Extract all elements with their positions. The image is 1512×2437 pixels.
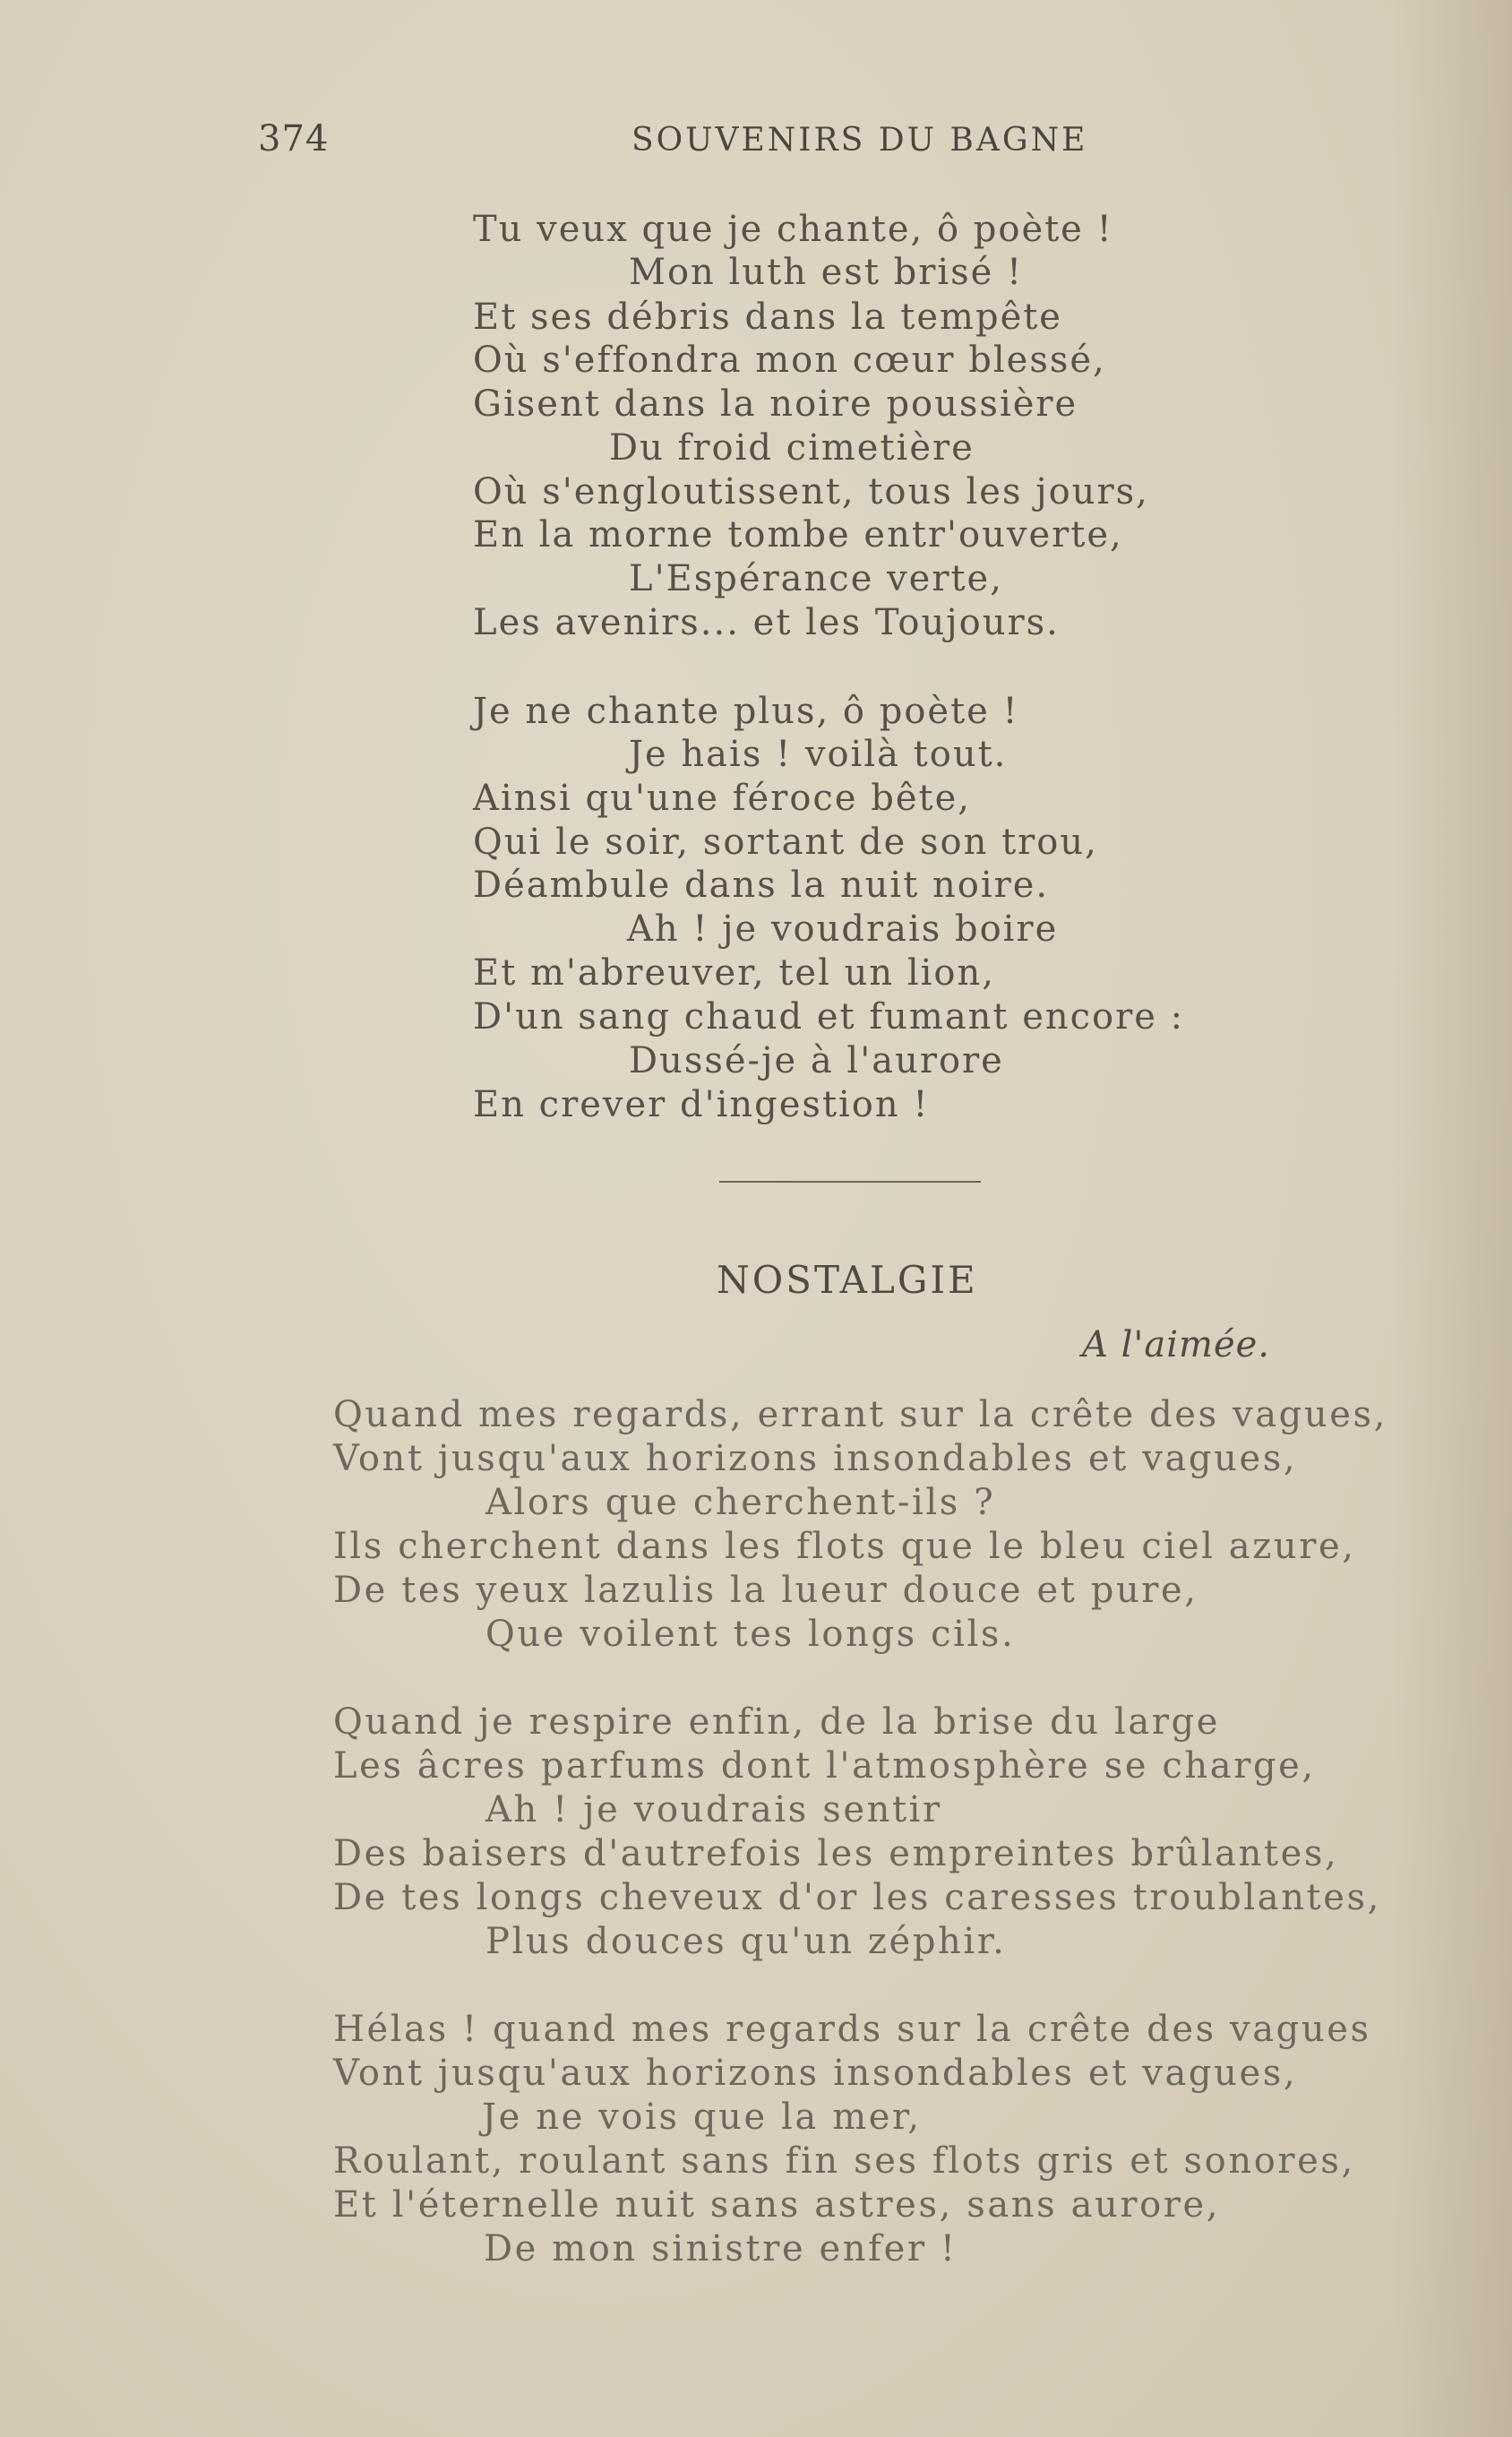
- verse-line: L'Espérance verte,: [629, 558, 1003, 599]
- verse-line: Où s'effondra mon cœur blessé,: [473, 340, 1106, 381]
- section-divider: [719, 1181, 981, 1183]
- verse-line: Vont jusqu'aux horizons insondables et vagues,: [333, 1438, 1298, 1479]
- verse-line: En crever d'ingestion !: [473, 1084, 930, 1125]
- verse-line: De mon sinistre enfer !: [484, 2228, 958, 2269]
- verse-line: Des baisers d'autrefois les empreintes brûlantes,: [333, 1833, 1339, 1874]
- verse-line: Hélas ! quand mes regards sur la crête des vagues: [333, 2009, 1371, 2050]
- verse-line: Alors que cherchent-ils ?: [485, 1482, 996, 1523]
- verse-line: Qui le soir, sortant de son trou,: [473, 822, 1098, 863]
- verse-line: De tes yeux lazulis la lueur douce et pure,: [333, 1570, 1198, 1611]
- verse-line: Tu veux que je chante, ô poète !: [473, 209, 1113, 250]
- verse-line: Ah ! je voudrais sentir: [485, 1789, 942, 1830]
- verse-line: Ah ! je voudrais boire: [627, 908, 1059, 950]
- verse-line: Mon luth est brisé !: [629, 252, 1024, 293]
- verse-line: Je hais ! voilà tout.: [629, 734, 1008, 775]
- verse-line: Où s'engloutissent, tous les jours,: [473, 471, 1149, 512]
- verse-line: Gisent dans la noire poussière: [473, 383, 1078, 425]
- verse-line: Je ne chante plus, ô poète !: [473, 691, 1019, 732]
- page-header: [0, 118, 1512, 172]
- verse-line: Et ses débris dans la tempête: [473, 297, 1062, 338]
- poem-title: NOSTALGIE: [717, 1258, 978, 1302]
- verse-line: D'un sang chaud et fumant encore :: [473, 996, 1185, 1038]
- verse-line: Plus douces qu'un zéphir.: [485, 1921, 1007, 1962]
- verse-line: Roulant, roulant sans fin ses flots gris et sonores,: [333, 2140, 1355, 2182]
- verse-line: En la morne tombe entr'ouverte,: [473, 514, 1123, 555]
- verse-line: Quand je respire enfin, de la brise du large: [333, 1701, 1221, 1743]
- verse-line: Les âcres parfums dont l'atmosphère se charge,: [333, 1745, 1316, 1787]
- verse-line: Et l'éternelle nuit sans astres, sans aurore,: [333, 2184, 1221, 2226]
- verse-line: Déambule dans la nuit noire.: [473, 865, 1050, 906]
- verse-line: Les avenirs... et les Toujours.: [473, 602, 1060, 643]
- verse-line: Ils cherchent dans les flots que le bleu ciel azure,: [333, 1526, 1356, 1567]
- verse-line: Et m'abreuver, tel un lion,: [473, 952, 995, 994]
- verse-line: Vont jusqu'aux horizons insondables et vagues,: [333, 2053, 1298, 2094]
- verse-line: Ainsi qu'une féroce bête,: [473, 778, 971, 819]
- page-number: 374: [258, 118, 330, 159]
- verse-line: Dussé-je à l'aurore: [629, 1040, 1004, 1081]
- verse-line: Je ne vois que la mer,: [482, 2097, 922, 2138]
- poem-dedication: A l'aimée.: [1082, 1324, 1271, 1365]
- verse-line: Quand mes regards, errant sur la crête des vagues,: [333, 1394, 1387, 1435]
- verse-line: Du froid cimetière: [609, 427, 975, 469]
- verse-line: Que voilent tes longs cils.: [485, 1614, 1016, 1655]
- running-title: SOUVENIRS DU BAGNE: [631, 122, 1088, 159]
- verse-line: De tes longs cheveux d'or les caresses troublantes,: [333, 1877, 1381, 1918]
